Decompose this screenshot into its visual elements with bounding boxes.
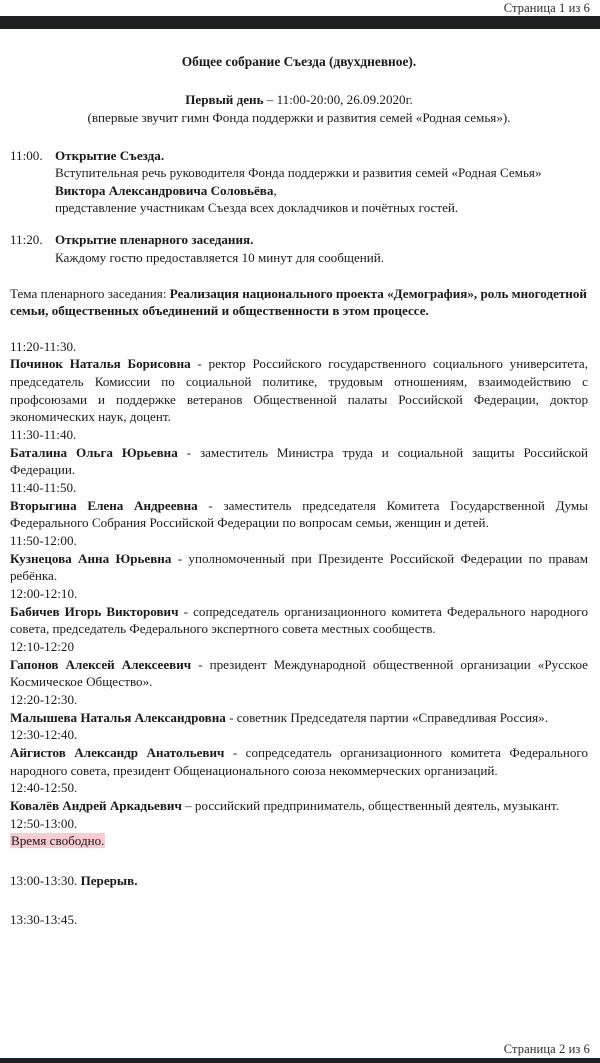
- next-slot-time: 13:30-13:45.: [10, 911, 78, 927]
- speaker-name: Малышева Наталья Александровна: [10, 709, 226, 725]
- speaker-slot-time: 11:40-11:50.: [10, 479, 77, 495]
- agenda-item-line: Вступительная речь руководителя Фонда поддержки и развития семей «Родная Семья» Виктора Александровича Соловьёва,: [55, 165, 542, 198]
- speaker-name: Айгистов Александр Анатольевич: [10, 745, 225, 761]
- speaker-slot-time: 12:40-12:50.: [10, 780, 78, 796]
- agenda-item-body: [55, 147, 588, 216]
- speaker-slot-time: 11:30-11:40.: [10, 426, 77, 442]
- speaker-name: Ковалёв Андрей Аркадьевич: [10, 798, 182, 814]
- speaker-slot: [10, 726, 588, 779]
- document-subtitle: [10, 91, 588, 109]
- plenary-theme: [10, 285, 588, 320]
- speaker-slot: [10, 479, 588, 532]
- free-time-slot: [10, 815, 588, 850]
- speaker-slot-time: 12:10-12:20: [10, 639, 75, 655]
- agenda-item: [10, 147, 588, 216]
- speaker-slot-description: Вторыгина Елена Андреевна - заместитель председателя Комитета Государственной Думы Федерального Собрания Российской Федерации по вопросам семьи, женщин и детей.: [10, 497, 588, 531]
- subtitle-schedule: – 11:00-20:00, 26.09.2020г.: [263, 91, 413, 107]
- document-subnote: (впервые звучит гимн Фонда поддержки и развития семей «Родная семья»).: [87, 110, 511, 126]
- plenary-theme-text: Реализация национального проекта «Демография», роль многодетной семьи, общественных объединений и общественности в этом процессе.: [10, 285, 587, 319]
- plenary-theme-label: Тема пленарного заседания:: [10, 285, 170, 301]
- speaker-slot-time: 11:50-12:00.: [10, 532, 77, 548]
- break-slot: [10, 872, 588, 890]
- page-separator-top: [0, 16, 600, 29]
- document-page: [0, 29, 600, 1055]
- speaker-slot: [10, 779, 588, 814]
- page-indicator-bottom: Страница 2 из 6: [503, 1042, 590, 1056]
- agenda-item-body: [55, 231, 588, 266]
- speaker-slot-description: Кузнецова Анна Юрьевна - уполномоченный при Президенте Российской Федерации по правам ребёнка.: [10, 550, 588, 584]
- speaker-slot-description: Починок Наталья Борисовна - ректор Российского государственного социального университета, председатель Комиссии по социальной политике, трудовым отношениям, взаимодействию с профсоюзами и поддержке ветеранов Общественной палаты Российской Федерации, доктор экономических наук, доцент.: [10, 356, 588, 425]
- agenda-item-line: представление участникам Съезда всех докладчиков и почётных гостей.: [55, 199, 459, 215]
- break-label: Перерыв.: [80, 873, 138, 889]
- speaker-name: Починок Наталья Борисовна: [10, 356, 191, 372]
- agenda-list: [10, 147, 588, 266]
- subtitle-day-label: Первый день: [185, 91, 264, 107]
- speaker-list: [10, 338, 588, 815]
- speaker-slot-description: Ковалёв Андрей Аркадьевич – российский предприниматель, общественный деятель, музыкант.: [10, 798, 559, 814]
- agenda-item-person: Виктора Александровича Соловьёва: [55, 182, 274, 198]
- free-time-highlight: Время свободно.: [11, 833, 105, 849]
- speaker-slot: [10, 691, 588, 726]
- speaker-slot: [10, 585, 588, 638]
- speaker-slot-time: 12:00-12:10.: [10, 586, 78, 601]
- agenda-item-time: 11:20.: [10, 232, 43, 248]
- speaker-name: Гапонов Алексей Алексеевич: [10, 656, 192, 672]
- speaker-slot-description: Малышева Наталья Александровна - советник Председателя партии «Справедливая Россия».: [10, 709, 548, 725]
- agenda-item-heading: Открытие Съезда.: [55, 148, 165, 164]
- speaker-slot-description: Бабичев Игорь Викторович - сопредседатель организационного комитета Федерального народного совета, председатель Федерального экспертного совета местных сообществ.: [10, 603, 588, 637]
- speaker-slot-description: Баталина Ольга Юрьевна - заместитель Министра труда и социальной защиты Российской Федерации.: [10, 444, 588, 478]
- agenda-item-time: 11:00.: [10, 148, 43, 164]
- speaker-slot: [10, 638, 588, 691]
- speaker-slot: [10, 532, 588, 585]
- speaker-name: Бабичев Игорь Викторович: [10, 603, 179, 619]
- agenda-item-heading: Открытие пленарного заседания.: [55, 232, 254, 248]
- speaker-slot-time: 11:20-11:30.: [10, 338, 77, 354]
- document-title: Общее собрание Съезда (двухдневное).: [181, 54, 417, 69]
- agenda-item: [10, 231, 588, 266]
- speaker-slot: [10, 338, 588, 426]
- speaker-name: Кузнецова Анна Юрьевна: [10, 550, 172, 566]
- speaker-name: Баталина Ольга Юрьевна: [10, 444, 178, 460]
- page-separator-bottom: [0, 1058, 600, 1063]
- speaker-slot-description: Гапонов Алексей Алексеевич - президент Международной общественной организации «Русское Космическое Общество».: [10, 656, 588, 690]
- speaker-slot-description: Айгистов Александр Анатольевич - сопредседатель организационного комитета Федерального народного совета, президент Общенационального союза некоммерческих организаций.: [10, 745, 589, 778]
- page-indicator-top: Страница 1 из 6: [503, 1, 590, 15]
- break-time-range: 13:00-13:30.: [10, 873, 81, 889]
- speaker-slot-time: 12:30-12:40.: [10, 727, 78, 743]
- speaker-name: Вторыгина Елена Андреевна: [10, 497, 198, 513]
- agenda-item-line: Каждому гостю предоставляется 10 минут для сообщений.: [55, 249, 385, 265]
- speaker-slot: [10, 426, 588, 479]
- free-time-range: 12:50-13:00.: [10, 815, 78, 831]
- speaker-slot-time: 12:20-12:30.: [10, 692, 78, 708]
